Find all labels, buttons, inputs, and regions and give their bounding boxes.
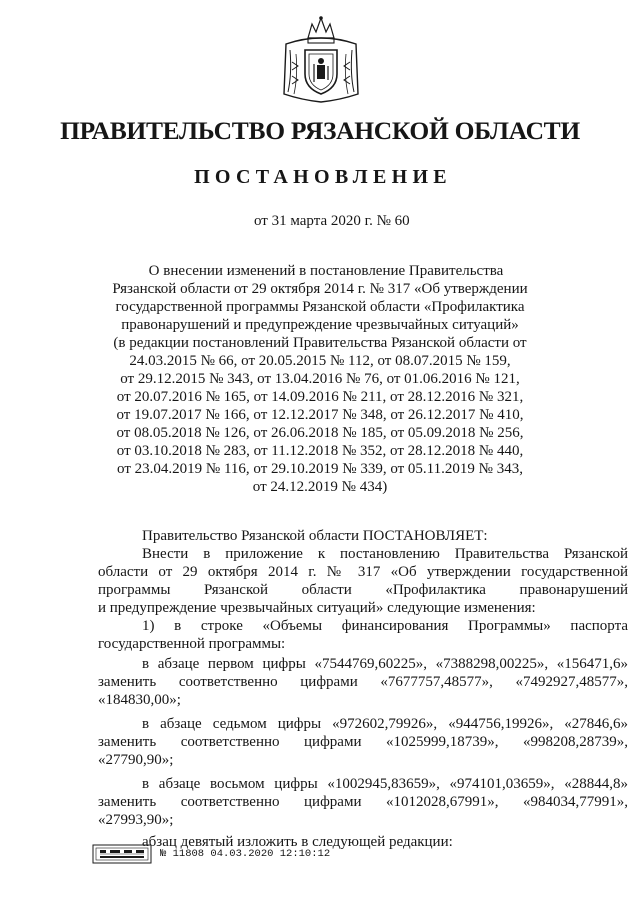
preamble-line: правонарушений и предупреждение чрезвычайных ситуаций» — [121, 317, 519, 333]
body-line: заменить соответственно цифрами «7677757,48577», «7492927,48577», — [98, 674, 628, 690]
preamble-line: от 23.04.2019 № 116, от 29.10.2019 № 339, от 05.11.2019 № 343, — [117, 461, 523, 477]
page-title: ПРАВИТЕЛЬСТВО РЯЗАНСКОЙ ОБЛАСТИ — [60, 116, 580, 145]
registration-number: № 11808 04.03.2020 12:10:12 — [160, 848, 331, 860]
preamble-line: (в редакции постановлений Правительства Рязанской области от — [113, 335, 527, 351]
body-line: Внести в приложение к постановлению Правительства Рязанской — [142, 546, 628, 562]
preamble-line: государственной программы Рязанской области «Профилактика — [115, 299, 525, 315]
preamble-line: О внесении изменений в постановление Правительства — [148, 263, 504, 279]
body-line: государственной программы: — [98, 636, 286, 652]
body-line: Правительство Рязанской области ПОСТАНОВЛЯЕТ: — [142, 528, 488, 544]
body-line: в абзаце первом цифры «7544769,60225», «7388298,00225», «156471,6» — [142, 656, 628, 672]
preamble-line: от 20.07.2016 № 165, от 14.09.2016 № 211, от 28.12.2016 № 321, — [116, 389, 524, 405]
body-line: заменить соответственно цифрами «1012028,67991», «984034,77991», — [98, 794, 628, 810]
preamble-line: от 24.12.2019 № 434) — [252, 479, 388, 495]
body-line: в абзаце восьмом цифры «1002945,83659», «974101,03659», «28844,8» — [142, 776, 628, 792]
body-line: «184830,00»; — [98, 692, 181, 708]
body-line: и предупреждение чрезвычайных ситуаций» следующие изменения: — [98, 600, 536, 616]
body-line: «27790,90»; — [98, 752, 174, 768]
body-line: в абзаце седьмом цифры «972602,79926», «944756,19926», «27846,6» — [142, 716, 628, 732]
body-line: 1) в строке «Объемы финансирования Программы» паспорта — [142, 618, 628, 634]
body-line: «27993,90»; — [98, 812, 174, 828]
body-line: абзац девятый изложить в следующей редакции: — [142, 834, 453, 850]
preamble-line: от 03.10.2018 № 283, от 11.12.2018 № 352, от 28.12.2018 № 440, — [116, 443, 524, 459]
body-line: области от 29 октября 2014 г. № 317 «Об утверждении государственной — [98, 564, 628, 580]
body-line: программы Рязанской области «Профилактика правонарушений — [98, 582, 628, 598]
preamble-line: от 19.07.2017 № 166, от 12.12.2017 № 348, от 26.12.2017 № 410, — [116, 407, 524, 423]
coat-of-arms-emblem — [278, 14, 364, 106]
preamble-line: от 08.05.2018 № 126, от 26.06.2018 № 185, от 05.09.2018 № 256, — [116, 425, 524, 441]
preamble-line: Рязанской области от 29 октября 2014 г. № 317 «Об утверждении — [112, 281, 528, 297]
body-line: заменить соответственно цифрами «1025999,18739», «998208,28739», — [98, 734, 628, 750]
preamble-line: от 29.12.2015 № 343, от 13.04.2016 № 76, от 01.06.2016 № 121, — [120, 371, 520, 387]
document-date: от 31 марта 2020 г. № 60 — [254, 213, 410, 229]
document-type: ПОСТАНОВЛЕНИЕ — [194, 166, 452, 188]
printing-stamp-icon — [92, 843, 152, 865]
preamble-line: 24.03.2015 № 66, от 20.05.2015 № 112, от 08.07.2015 № 159, — [129, 353, 511, 369]
